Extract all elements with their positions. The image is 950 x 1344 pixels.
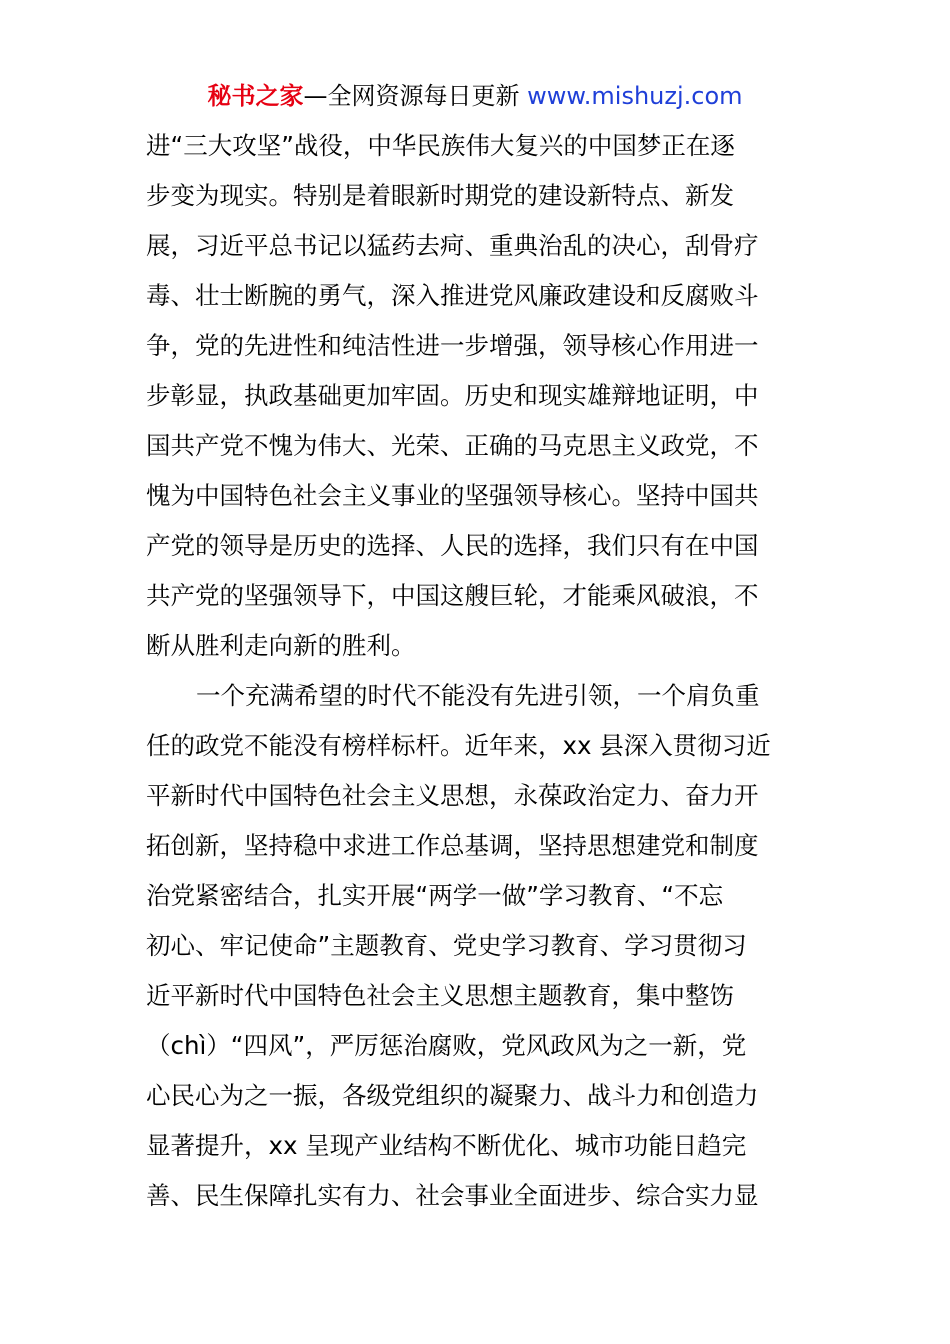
text-line: 初心、牢记使命”主题教育、党史学习教育、学习贯彻习: [146, 931, 747, 960]
text-line: 进“三大攻坚”战役，中华民族伟大复兴的中国梦正在逐: [146, 131, 735, 160]
text-line: 平新时代中国特色社会主义思想，永葆政治定力、奋力开: [146, 781, 759, 810]
text-line: 善、民生保障扎实有力、社会事业全面进步、综合实力显: [146, 1181, 759, 1210]
text-line: 愧为中国特色社会主义事业的坚强领导核心。坚持中国共: [146, 481, 759, 510]
document-body: [146, 121, 806, 1221]
text-line: （chì）“四风”，严厉惩治腐败，党风政风为之一新，党: [146, 1031, 747, 1060]
site-header: [0, 80, 950, 112]
site-url-link[interactable]: www.mishuzj.com: [527, 82, 743, 110]
text-line: 步变为现实。特别是着眼新时期党的建设新特点、新发: [146, 181, 734, 210]
text-line: 显著提升，xx 呈现产业结构不断优化、城市功能日趋完: [146, 1131, 747, 1160]
text-line: 近平新时代中国特色社会主义思想主题教育，集中整饬: [146, 981, 734, 1010]
text-line: 步彰显，执政基础更加牢固。历史和现实雄辩地证明，中: [146, 381, 759, 410]
text-line: 拓创新，坚持稳中求进工作总基调，坚持思想建党和制度: [146, 831, 759, 860]
text-line: 治党紧密结合，扎实开展“两学一做”学习教育、“不忘: [146, 881, 724, 910]
site-tagline: —全网资源每日更新: [303, 82, 528, 110]
paragraph-first-line: 一个充满希望的时代不能没有先进引领，一个肩负重: [196, 681, 760, 710]
text-line: 任的政党不能没有榜样标杆。近年来，xx 县深入贯彻习近: [146, 731, 771, 760]
text-line: 心民心为之一振，各级党组织的凝聚力、战斗力和创造力: [146, 1081, 759, 1110]
text-line: 产党的领导是历史的选择、人民的选择，我们只有在中国: [146, 531, 759, 560]
text-line: 国共产党不愧为伟大、光荣、正确的马克思主义政党，不: [146, 431, 759, 460]
text-line: 争，党的先进性和纯洁性进一步增强，领导核心作用进一: [146, 331, 759, 360]
text-line: 断从胜利走向新的胜利。: [146, 631, 416, 660]
text-line: 毒、壮士断腕的勇气，深入推进党风廉政建设和反腐败斗: [146, 281, 759, 310]
site-brand: 秘书之家: [207, 82, 304, 110]
text-line: 展，习近平总书记以猛药去疴、重典治乱的决心，刮骨疗: [146, 231, 759, 260]
text-line: 共产党的坚强领导下，中国这艘巨轮，才能乘风破浪，不: [146, 581, 759, 610]
